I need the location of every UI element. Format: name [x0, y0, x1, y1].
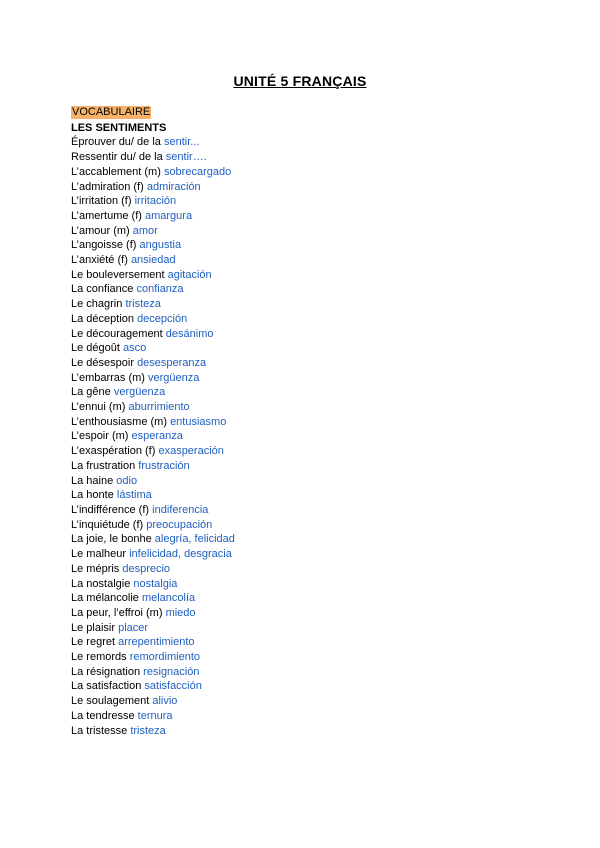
spanish-translation: satisfacción [144, 680, 202, 693]
vocabulary-entry [71, 724, 235, 739]
vocabulary-entry [71, 679, 235, 694]
spanish-translation: entusiasmo [170, 415, 227, 428]
spanish-translation: melancolía [141, 592, 196, 605]
french-term: L’exaspération (f) [71, 445, 156, 458]
vocabulary-entry [71, 532, 235, 547]
spanish-translation: remordimiento [129, 651, 201, 664]
french-term: Le soulagement [71, 695, 150, 708]
vocabulary-entry [71, 474, 235, 489]
vocabulary-entry [71, 356, 235, 371]
vocabulary-entry [71, 327, 235, 342]
spanish-translation: odio [116, 474, 138, 487]
spanish-translation: lástima [116, 489, 152, 502]
vocabulary-entry [71, 224, 235, 239]
vocabulary-entry [71, 253, 235, 268]
vocabulary-entry [71, 297, 235, 312]
spanish-translation: placer [118, 621, 149, 634]
vocabulary-entry [71, 282, 235, 297]
vocabulary-entry [71, 135, 235, 150]
french-term: Le découragement [71, 327, 163, 340]
french-term: L’irritation (f) [71, 195, 132, 208]
french-term: La nostalgie [71, 577, 131, 590]
spanish-translation: admiración [146, 180, 201, 193]
spanish-translation: miedo [165, 606, 196, 619]
vocabulary-entry [71, 371, 235, 386]
french-term: La résignation [71, 665, 141, 678]
spanish-translation: sentir…. [165, 151, 207, 164]
vocabulary-entry [71, 518, 235, 533]
page-title: UNITÉ 5 FRANÇAIS [233, 73, 367, 89]
vocabulary-entry [71, 312, 235, 327]
vocabulary-entry [71, 562, 235, 577]
spanish-translation: sobrecargado [163, 165, 232, 178]
french-term: Éprouver du/ de la [71, 136, 161, 149]
french-term: L’admiration (f) [71, 180, 144, 193]
spanish-translation: exasperación [158, 445, 224, 458]
vocabulary-entry [71, 650, 235, 665]
spanish-translation: preocupación [146, 518, 213, 531]
vocabulary-entry [71, 150, 235, 165]
french-term: Le plaisir [71, 621, 116, 634]
french-term: L’amertume (f) [71, 209, 142, 222]
spanish-translation: angustia [139, 239, 182, 252]
french-term: La mélancolie [71, 592, 139, 605]
french-term: La déception [71, 312, 134, 325]
french-term: La haine [71, 474, 114, 487]
french-term: L’indifférence (f) [71, 503, 150, 516]
vocabulary-entry [71, 665, 235, 680]
vocabulary-entry [71, 547, 235, 562]
vocabulary-entry [71, 209, 235, 224]
french-term: Le regret [71, 636, 116, 649]
spanish-translation: amargura [144, 209, 193, 222]
french-term: La joie, le bonhe [71, 533, 152, 546]
vocabulary-entry [71, 606, 235, 621]
french-term: Le dégoût [71, 342, 120, 355]
vocabulary-entry [71, 694, 235, 709]
french-term: L’enthousiasme (m) [71, 415, 167, 428]
spanish-translation: desprecio [122, 562, 171, 575]
vocabulary-entry [71, 635, 235, 650]
spanish-translation: asco [123, 342, 147, 355]
french-term: Le bouleversement [71, 268, 165, 281]
vocabulary-entry [71, 459, 235, 474]
french-term: La satisfaction [71, 680, 142, 693]
spanish-translation: vergüenza [113, 386, 166, 399]
french-term: La gêne [71, 386, 111, 399]
vocabulary-entry [71, 385, 235, 400]
spanish-translation: indiferencia [152, 503, 209, 516]
spanish-translation: amor [132, 224, 158, 237]
french-term: L’angoisse (f) [71, 239, 137, 252]
spanish-translation: ansiedad [130, 254, 176, 267]
spanish-translation: ternura [137, 709, 173, 722]
french-term: La confiance [71, 283, 134, 296]
spanish-translation: esperanza [131, 430, 183, 443]
spanish-translation: decepción [137, 312, 188, 325]
spanish-translation: confianza [136, 283, 184, 296]
vocabulary-entry [71, 488, 235, 503]
vocabulary-entry [71, 503, 235, 518]
french-term: L’accablement (m) [71, 165, 161, 178]
spanish-translation: irritación [134, 195, 177, 208]
vocabulary-entry [71, 415, 235, 430]
french-term: L’anxiété (f) [71, 254, 128, 267]
vocabulary-entry [71, 429, 235, 444]
french-term: Le malheur [71, 548, 127, 561]
section-heading: LES SENTIMENTS [71, 121, 167, 134]
spanish-translation: nostalgia [133, 577, 178, 590]
vocabulary-entry [71, 194, 235, 209]
spanish-translation: aburrimiento [128, 401, 190, 414]
spanish-translation: alivio [152, 695, 178, 708]
spanish-translation: agitación [167, 268, 212, 281]
vocabulary-entry [71, 577, 235, 592]
french-term: Le désespoir [71, 356, 134, 369]
french-term: Ressentir du/ de la [71, 151, 163, 164]
vocabulary-entry [71, 165, 235, 180]
vocabulary-entry [71, 621, 235, 636]
french-term: L’inquiétude (f) [71, 518, 144, 531]
spanish-translation: tristeza [130, 724, 166, 737]
french-term: L’embarras (m) [71, 371, 145, 384]
french-term: Le chagrin [71, 298, 123, 311]
french-term: Le mépris [71, 562, 120, 575]
vocabulary-entry [71, 341, 235, 356]
spanish-translation: desesperanza [137, 356, 207, 369]
vocabulary-entry [71, 180, 235, 195]
spanish-translation: infelicidad, desgracia [129, 548, 232, 561]
vocabulary-entry [71, 238, 235, 253]
french-term: La tendresse [71, 709, 135, 722]
vocabulary-entry [71, 444, 235, 459]
vocabulary-entry [71, 591, 235, 606]
spanish-translation: desánimo [165, 327, 214, 340]
spanish-translation: sentir... [163, 136, 200, 149]
french-term: La peur, l’effroi (m) [71, 606, 163, 619]
spanish-translation: frustración [138, 459, 190, 472]
section-label-highlight: VOCABULAIRE [72, 106, 151, 118]
french-term: L’ennui (m) [71, 401, 126, 414]
french-term: Le remords [71, 651, 127, 664]
french-term: L’amour (m) [71, 224, 130, 237]
vocabulary-entry [71, 709, 235, 724]
vocabulary-entry [71, 400, 235, 415]
vocabulary-entry [71, 268, 235, 283]
spanish-translation: alegría, felicidad [154, 533, 235, 546]
french-term: La honte [71, 489, 114, 502]
french-term: La frustration [71, 459, 136, 472]
spanish-translation: tristeza [125, 298, 161, 311]
vocabulary-list [71, 135, 235, 738]
spanish-translation: arrepentimiento [118, 636, 195, 649]
french-term: L’espoir (m) [71, 430, 129, 443]
french-term: La tristesse [71, 724, 128, 737]
spanish-translation: vergüenza [148, 371, 200, 384]
spanish-translation: resignación [143, 665, 200, 678]
vocabulary-section [71, 105, 235, 738]
